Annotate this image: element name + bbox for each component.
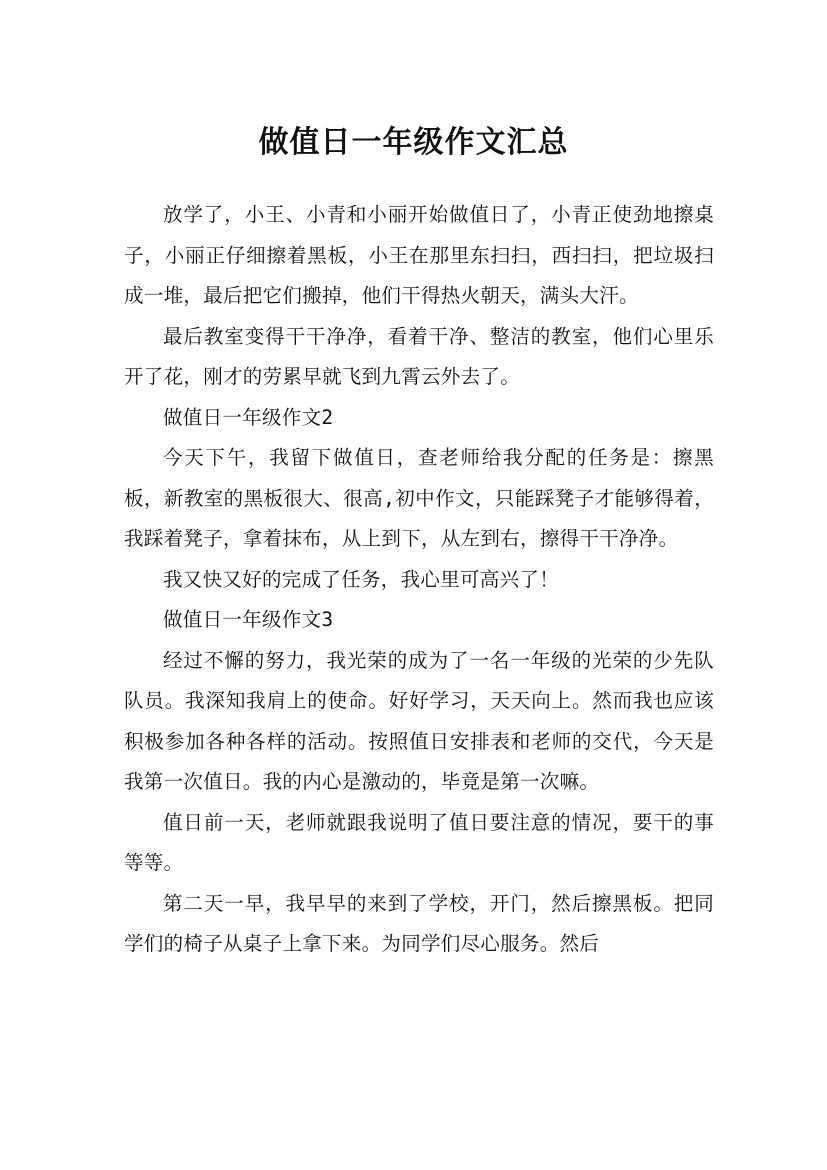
paragraph: 经过不懈的努力，我光荣的成为了一名一年级的光荣的少先队队员。我深知我肩上的使命。好好学习，天天向上。然而我也应该积极参加各种各样的活动。按照值日安排表和老师的交代，今天是我第一次值日。我的内心是激动的，毕竟是第一次嘛。 — [124, 648, 714, 793]
paragraph: 放学了，小王、小青和小丽开始做值日了，小青正使劲地擦桌子，小丽正仔细擦着黑板，小王在那里东扫扫，西扫扫，把垃圾扫成一堆，最后把它们搬掉，他们干得热火朝天，满头大汗。 — [124, 203, 714, 307]
paragraph: 今天下午，我留下做值日，查老师给我分配的任务是：擦黑板，新教室的黑板很大、很高,初中作文，只能踩凳子才能够得着，我踩着凳子，拿着抹布，从上到下，从左到右，擦得干干净净。 — [124, 446, 714, 550]
paragraph: 第二天一早，我早早的来到了学校，开门，然后擦黑板。把同学们的椅子从桌子上拿下来。为同学们尽心服务。然后 — [124, 891, 714, 955]
section-heading: 做值日一年级作文3 — [163, 608, 334, 631]
paragraph: 最后教室变得干干净净，看着干净、整洁的教室，他们心里乐开了花，刚才的劳累早就飞到九霄云外去了。 — [124, 324, 714, 388]
paragraph: 值日前一天，老师就跟我说明了值日要注意的情况，要干的事等等。 — [124, 810, 714, 874]
paragraph: 我又快又好的完成了任务，我心里可高兴了！ — [163, 567, 560, 591]
document-title: 做值日一年级作文汇总 — [258, 125, 569, 161]
section-heading: 做值日一年级作文2 — [163, 405, 334, 429]
document-body — [124, 195, 714, 965]
